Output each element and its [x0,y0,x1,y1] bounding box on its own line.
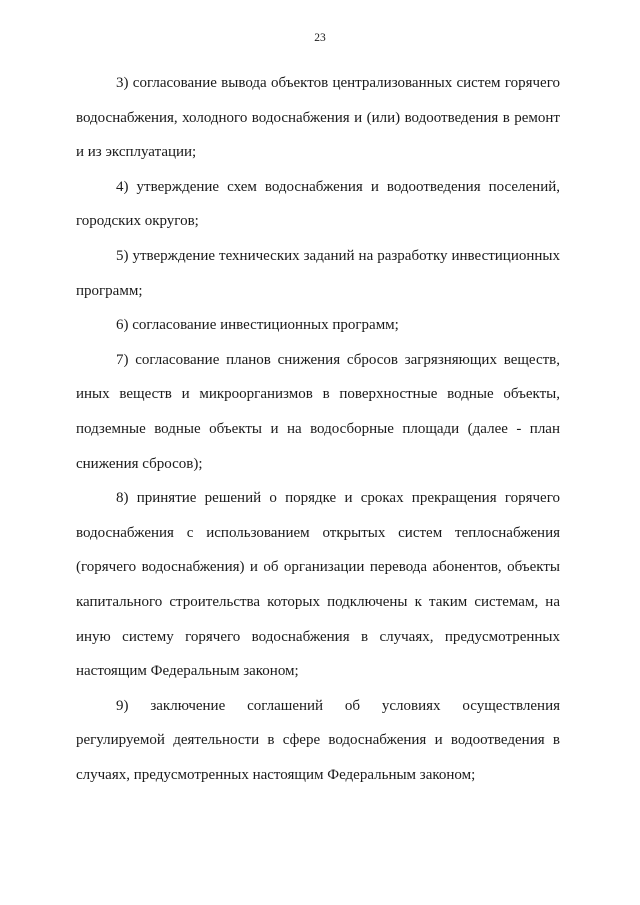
page-number: 23 [314,32,326,44]
list-item-6: 6) согласование инвестиционных программ; [116,317,399,334]
list-item-5: 5) утверждение технических заданий на разработку инвестиционных программ; [76,247,560,299]
list-item-9: 9) заключение соглашений об условиях осуществления регулируемой деятельности в сфере водоснабжения и водоотведения в случаях, предусмотренных настоящим Федеральным законом; [76,697,560,783]
list-item-8: 8) принятие решений о порядке и сроках прекращения горячего водоснабжения с использованием открытых систем теплоснабжения (горячего водоснабжения) и об организации перевода абонентов, объекты капитального строительства которых подключены к таким системам, на иную систему горячего водоснабжения в случаях, предусмотренных настоящим Федеральным законом; [76,490,560,680]
list-item-7: 7) согласование планов снижения сбросов загрязняющих веществ, иных веществ и микроорганизмов в поверхностные водные объекты, подземные водные объекты и на водосборные площади (далее - план снижения сбросов); [76,351,560,472]
document-body [76,66,560,792]
list-item-3: 3) согласование вывода объектов централизованных систем горячего водоснабжения, холодного водоснабжения и (или) водоотведения в ремонт и из эксплуатации; [76,75,560,161]
list-item-4: 4) утверждение схем водоснабжения и водоотведения поселений, городских округов; [76,178,560,230]
